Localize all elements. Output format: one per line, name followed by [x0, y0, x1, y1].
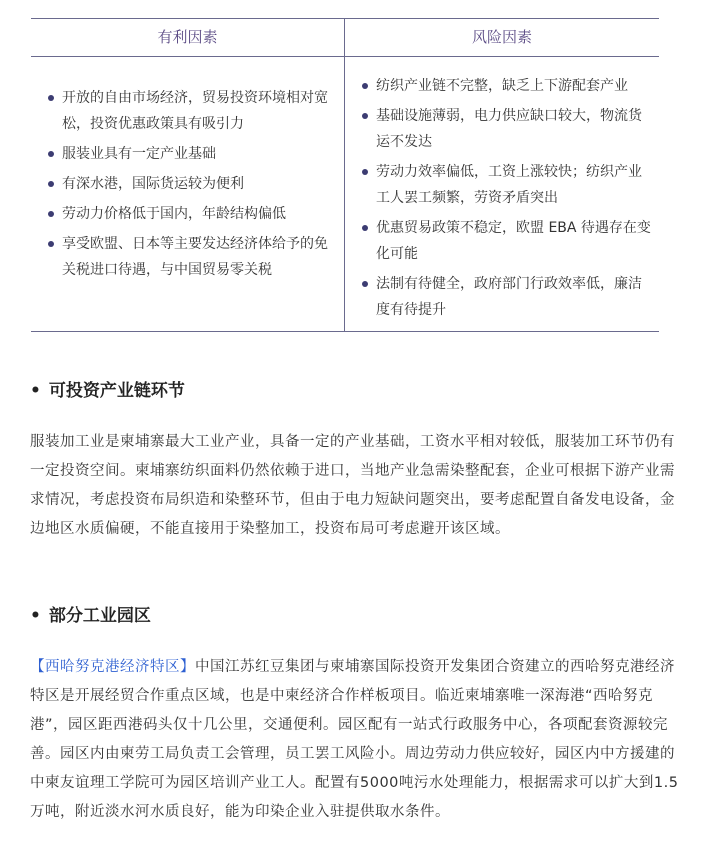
park-name-tag: 【西哈努克港经济特区】: [30, 659, 195, 675]
list-item: 优惠贸易政策不稳定，欧盟 EBA 待遇存在变化可能: [362, 215, 652, 267]
list-item: 法制有待健全，政府部门行政效率低，廉洁度有待提升: [362, 271, 652, 323]
industry-chain-paragraph: 服装加工业是柬埔寨最大工业产业，具备一定的产业基础，工资水平相对较低，服装加工环节仍有一定投资空间。柬埔寨纺织面料仍然依赖于进口，当地产业急需染整配套，企业可根据下游产业需求情况，考虑投资布局织造和染整环节，但由于电力短缺问题突出，要考虑配置自备发电设备，金边地区水质偏硬，不能直接用于染整加工，投资布局可考虑避开该区域。: [30, 434, 675, 537]
section-bullet-icon: •: [30, 606, 41, 626]
favorable-header: 有利因素: [157, 28, 218, 46]
column-divider: [344, 19, 345, 331]
bullet-dot-icon: [362, 83, 368, 89]
favorable-list: [48, 85, 338, 287]
list-item: 劳动力价格低于国内，年龄结构偏低: [48, 201, 338, 227]
risk-header: 风险因素: [471, 28, 532, 46]
bullet-dot-icon: [48, 151, 54, 157]
list-item: 有深水港，国际货运较为便利: [48, 171, 338, 197]
factors-table: [31, 18, 659, 332]
list-item: 开放的自由市场经济，贸易投资环境相对宽松，投资优惠政策具有吸引力: [48, 85, 338, 137]
list-item: 服装业具有一定产业基础: [48, 141, 338, 167]
bullet-dot-icon: [362, 113, 368, 119]
list-item: 基础设施薄弱，电力供应缺口较大，物流货运不发达: [362, 103, 652, 155]
park-description: 中国江苏红豆集团与柬埔寨国际投资开发集团合资建立的西哈努克港经济特区是开展经贸合作重点区域，也是中柬经济合作样板项目。临近柬埔寨唯一深海港“西哈努克港”，园区距西港码头仅十几公里，交通便利。园区配有一站式行政服务中心，各项配套资源较完善。园区内由柬劳工局负责工会管理，员工罢工风险小。周边劳动力供应较好，园区内中方援建的中柬友谊理工学院可为园区培训产业工人。配置有5000吨污水处理能力，根据需求可以扩大到1.5万吨，附近淡水河水质良好，能为印染企业入驻提供取水条件。: [30, 659, 679, 820]
bullet-dot-icon: [48, 241, 54, 247]
risk-list: [362, 73, 652, 327]
bullet-dot-icon: [362, 281, 368, 287]
list-item: 劳动力效率偏低，工资上涨较快；纺织产业工人罢工频繁，劳资矛盾突出: [362, 159, 652, 211]
section-bullet-icon: •: [30, 381, 41, 401]
list-item: 享受欧盟、日本等主要发达经济体给予的免关税进口待遇，与中国贸易零关税: [48, 231, 338, 283]
section-heading-industrial-parks: [30, 601, 151, 626]
list-item: 纺织产业链不完整，缺乏上下游配套产业: [362, 73, 652, 99]
header-divider: [31, 56, 659, 57]
section-heading-industry-chain: [30, 376, 185, 401]
section-title: 部分工业园区: [48, 606, 151, 626]
bullet-dot-icon: [362, 225, 368, 231]
bullet-dot-icon: [48, 95, 54, 101]
bullet-dot-icon: [48, 181, 54, 187]
industrial-park-paragraph: [30, 653, 680, 827]
bullet-dot-icon: [362, 169, 368, 175]
section-title: 可投资产业链环节: [48, 381, 185, 401]
bullet-dot-icon: [48, 211, 54, 217]
